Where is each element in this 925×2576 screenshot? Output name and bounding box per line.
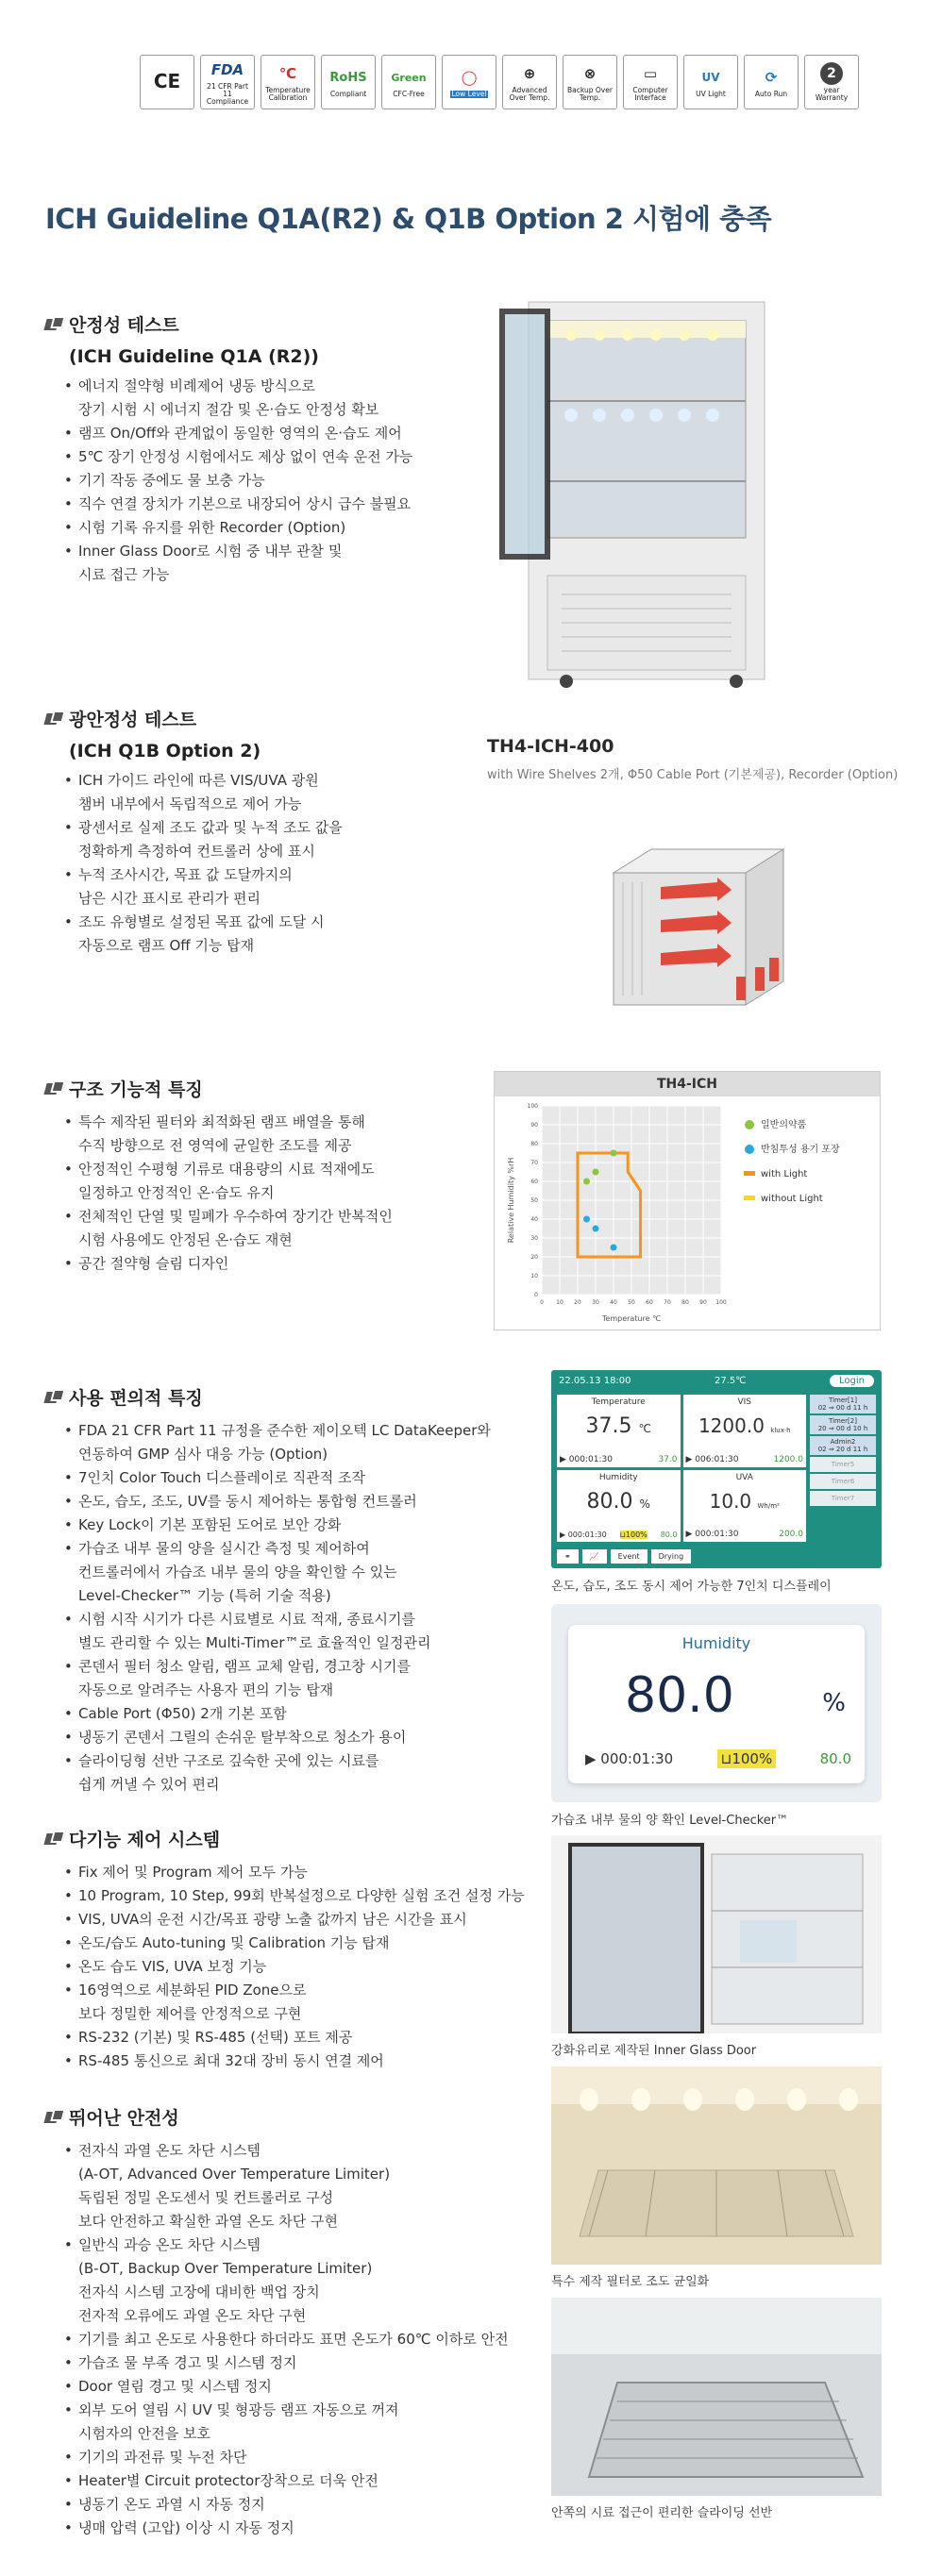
panel-vis[interactable]: VIS 1200.0 klux·h ▶ 006:01:30 1200.0 xyxy=(683,1395,807,1467)
list-item: • 온도 습도 VIS, UVA 보정 기능 xyxy=(64,1955,525,1979)
list-item: • 광센서로 실제 조도 값과 및 누적 조도 값을 xyxy=(64,816,343,840)
section-marker-icon xyxy=(45,1831,61,1847)
list-item: • 기기 작동 중에도 물 보충 가능 xyxy=(64,469,412,493)
data-point-semi xyxy=(593,1226,599,1232)
data-point-semi xyxy=(583,1216,590,1223)
list-item: • RS-232 (기본) 및 RS-485 (선택) 포트 제공 xyxy=(64,2026,525,2049)
caption-filter: 특수 제작 필터로 조도 균일화 xyxy=(551,2275,710,2289)
data-point-general xyxy=(611,1150,617,1157)
list-item: • 누적 조사시간, 목표 값 도달까지의 xyxy=(64,863,343,887)
lamp-filter-photo xyxy=(551,2066,882,2265)
list-item: • 외부 도어 열림 시 UV 및 형광등 램프 자동으로 꺼져 xyxy=(64,2399,509,2422)
list-item: (A-OT, Advanced Over Temperature Limiter) xyxy=(78,2166,391,2183)
graph-icon[interactable]: 📈 xyxy=(582,1549,607,1564)
list-item: • 시험 기록 유지를 위한 Recorder (Option) xyxy=(64,516,412,540)
list-item: • Door 열림 경고 및 시스템 정지 xyxy=(64,2375,509,2399)
legend-marker-with-light xyxy=(744,1171,755,1176)
y-tick-label: 80 xyxy=(530,1141,538,1147)
drying-button[interactable]: Drying xyxy=(651,1549,692,1564)
list-item: • 시험 시작 시기가 다른 시료별로 시료 적재, 종료시기를 xyxy=(64,1608,491,1631)
x-tick-label: 40 xyxy=(610,1299,617,1306)
list-item: 독립된 정밀 온도센서 및 컨트롤러로 구성 xyxy=(78,2189,334,2206)
level-checker-display: Humidity 80.0 % ▶ 000:01:30 ⊔100% 80.0 xyxy=(551,1604,882,1802)
x-tick-label: 90 xyxy=(699,1299,707,1306)
low-level-icon: ◯ Low Level xyxy=(442,55,496,109)
list-item: • 가습조 물 부족 경고 및 시스템 정지 xyxy=(64,2351,509,2375)
display-date: 22.05.13 18:00 xyxy=(559,1375,631,1386)
display-temp: 27.5℃ xyxy=(715,1375,747,1386)
y-axis-label: Relative Humidity %rH xyxy=(507,1157,515,1244)
panel-temperature[interactable]: Temperature 37.5 ℃ ▶ 000:01:30 37.0 xyxy=(557,1395,681,1467)
chart-title: TH4-ICH xyxy=(495,1072,880,1096)
section-control: 다기능 제어 시스템 • Fix 제어 및 Program 제어 모두 가능 • 10 Program, 10 Step, 99회 반복설정으로 다양한 실험 조건 설정 가능 • VIS, UVA의 운전 시간/목표 광량 노출 값까지 남은 시간을 표시 • 온도/습도 Auto-tuning 및 Calibration 기능 탑재 • 온도 습도 VIS, UVA 보정 기능 • 16영역으로 세분화된 PID Zone으로 보다 정밀한 제어를 안정적으로 구현 • RS-232 (기본) 및 RS-485 (선택) 포트 제공 • RS-485 통신으로 최대 32대 장비 동시 연결 제어 xyxy=(45,1826,525,2073)
section-marker-icon xyxy=(45,711,61,727)
list-item: • 5℃ 장기 안정성 시험에서도 제상 없이 연속 운전 가능 xyxy=(64,445,412,469)
x-tick-label: 100 xyxy=(715,1299,727,1306)
backup-over-temp-icon: ⊗ Backup Over Temp. xyxy=(563,55,617,109)
list-item: • 일반식 과승 온도 차단 시스템 xyxy=(64,2233,509,2257)
list-item: 자동으로 알려주는 사용자 편의 기능 탑재 xyxy=(78,1681,334,1698)
panel-humidity[interactable]: Humidity 80.0 % ▶ 000:01:30 ⊔100% 80.0 xyxy=(557,1470,681,1543)
list-item: • Inner Glass Door로 시험 중 내부 관찰 및 xyxy=(64,540,412,563)
section-convenience: 사용 편의적 특징 • FDA 21 CFR Part 11 규정을 준수한 제이오텍 LC DataKeeper와 연동하여 GMP 심사 대응 가능 (Option) • 7인치 Color Touch 디스플레이로 직관적 조작 • 온도, 습도, 조도, UV를 동시 제어하는 통합형 컨트롤러 • Key Lock이 기본 포함된 도어로 보안 강화 • 가습조 내부 물의 양을 실시간 측정 및 제어하여 컨트롤러에서 가습조 내부 물의 양을 확인할 수 있는 Level-Checker™ 기능 (특허 기술 적용) • 시험 시작 시기가 다른 시료별로 시료 적재, 종료시기를 별도 관리할 수 있는 Multi-Timer™로 효율적인 일정관리 • 콘덴서 필터 청소 알림, 램프 교체 알림, 경고창 시기를 자동으로 알려주는 사용자 편의 기능 탑재 • Cable Port (Φ50) 2개 기본 포함 • 냉동기 콘덴서 그릴의 손쉬운 탈부착으로 청소가 용이 • 슬라이딩형 선반 구조로 깊숙한 곳에 있는 시료를 쉽게 꺼낼 수 있어 편리 xyxy=(45,1384,491,1797)
list-item: 챔버 내부에서 독립적으로 제어 가능 xyxy=(78,795,302,812)
x-tick-label: 20 xyxy=(574,1299,581,1306)
controller-display xyxy=(551,1370,882,1568)
y-tick-label: 90 xyxy=(530,1122,538,1129)
list-item: 전자식 시스템 고장에 대비한 백업 장치 xyxy=(78,2283,320,2300)
x-tick-label: 80 xyxy=(681,1299,689,1306)
fda-icon: FDA 21 CFR Part 11 Compliance xyxy=(200,55,255,109)
page-title: ICH Guideline Q1A(R2) & Q1B Option 2 시험에 충족 xyxy=(45,203,772,235)
data-point-semi xyxy=(611,1245,617,1251)
list-item: 시험자의 안전을 보호 xyxy=(78,2425,210,2442)
timer-5[interactable]: Timer5 xyxy=(810,1457,876,1472)
y-tick-label: 70 xyxy=(530,1160,538,1166)
list-item: Level-Checker™ 기능 (특허 기술 적용) xyxy=(78,1587,331,1604)
list-item: • 10 Program, 10 Step, 99회 반복설정으로 다양한 실험 조건 설정 가능 xyxy=(64,1884,525,1908)
list-item: • 공간 절약형 슬림 디자인 xyxy=(64,1252,393,1276)
timer-2[interactable]: Timer[2] 20 ⇒ 00 d 10 h xyxy=(810,1415,876,1434)
list-item: • Cable Port (Φ50) 2개 기본 포함 xyxy=(64,1702,491,1726)
list-item: • 안정적인 수평형 기류로 대용량의 시료 적재에도 xyxy=(64,1158,393,1181)
list-item: • 램프 On/Off와 관계없이 동일한 영역의 온·습도 제어 xyxy=(64,422,412,445)
uv-light-icon: UV UV Light xyxy=(683,55,738,109)
legend-without-light: without Light xyxy=(761,1194,823,1204)
advanced-over-temp-icon: ⊕ Advanced Over Temp. xyxy=(502,55,557,109)
legend-marker-semi xyxy=(745,1145,754,1154)
list-item: • 온도, 습도, 조도, UV를 동시 제어하는 통합형 컨트롤러 xyxy=(64,1490,491,1514)
list-item: 정확하게 측정하여 컨트롤러 상에 표시 xyxy=(78,843,315,860)
list-item: 쉽게 꺼낼 수 있어 편리 xyxy=(78,1776,220,1793)
list-item: 자동으로 램프 Off 기능 탑재 xyxy=(78,937,255,954)
list-item: 연동하여 GMP 심사 대응 가능 (Option) xyxy=(78,1446,328,1463)
timer-7[interactable]: Timer7 xyxy=(810,1491,876,1506)
sliding-shelf-photo xyxy=(551,2298,882,2496)
timer-1[interactable]: Timer[1] 02 ⇒ 00 d 11 h xyxy=(810,1395,876,1413)
login-button[interactable]: Login xyxy=(830,1375,874,1387)
legend-semi: 반침투성 용기 포장 xyxy=(761,1145,840,1155)
x-tick-label: 60 xyxy=(646,1299,653,1306)
section-marker-icon xyxy=(45,1080,61,1096)
list-item: • 에너지 절약형 비례제어 냉동 방식으로 xyxy=(64,375,412,398)
legend-marker-without-light xyxy=(744,1196,755,1200)
section-structure: 구조 기능적 특징 • 특수 제작된 필터와 최적화된 램프 배열을 통해 수직 방향으로 전 영역에 균일한 조도를 제공 • 안정적인 수평형 기류로 대용량의 시료 적재에도 일정하고 안정적인 온·습도 유지 • 전체적인 단열 및 밀폐가 우수하여 장기간 반복적인 시험 사용에도 안정된 온·습도 재현 • 공간 절약형 슬림 디자인 xyxy=(45,1076,393,1276)
list-item: • ICH 가이드 라인에 따른 VIS/UVA 광원 xyxy=(64,769,343,793)
airflow-diagram xyxy=(604,845,793,1014)
chamber-photo xyxy=(491,293,793,689)
x-tick-label: 10 xyxy=(556,1299,563,1306)
legend-general: 일반의약품 xyxy=(761,1120,807,1130)
warranty-icon: 2 year Warranty xyxy=(804,55,859,109)
list-item: 보다 안전하고 확실한 과열 온도 차단 구현 xyxy=(78,2213,338,2230)
list-item: 장기 시험 시 에너지 절감 및 온·습도 안정성 확보 xyxy=(78,401,379,418)
list-item: 남은 시간 표시로 관리가 편리 xyxy=(78,890,261,907)
list-item: 보다 정밀한 제어를 안정적으로 구현 xyxy=(78,2005,302,2022)
section-safety: 뛰어난 안전성 • 전자식 과열 온도 차단 시스템 (A-OT, Advanced Over Temperature Limiter) 독립된 정밀 온도센서 및 컨트롤러로 구성 보다 안전하고 확실한 과열 온도 차단 구현 • 일반식 과승 온도 차단 시스템 (B-OT, Backup Over Temperature Limiter) 전자식 시스템 고장에 대비한 백업 장치 전자적 오류에도 과열 온도 차단 구현 • 기기를 최고 온도로 사용한다 하더라도 표면 온도가 60℃ 이하로 안전 • 가습조 물 부족 경고 및 시스템 정지 • Door 열림 경고 및 시스템 정지 • 외부 도어 열림 시 UV 및 형광등 램프 자동으로 꺼져 시험자의 안전을 보호 • 기기의 과전류 및 누전 차단 • Heater별 Circuit protector장착으로 더욱 안전 • 냉동기 온도 과열 시 자동 정지 • 냉매 압력 (고압) 이상 시 자동 정지 xyxy=(45,2104,509,2540)
x-tick-label: 30 xyxy=(592,1299,599,1306)
section-marker-icon xyxy=(45,1389,61,1405)
link-icon[interactable]: ⚭ xyxy=(557,1549,579,1564)
model-name: TH4-ICH-400 xyxy=(487,736,614,757)
list-item: • 전자식 과열 온도 차단 시스템 xyxy=(64,2139,509,2163)
section-marker-icon xyxy=(45,2109,61,2125)
y-tick-label: 60 xyxy=(530,1179,538,1185)
data-point-general xyxy=(583,1179,590,1185)
y-tick-label: 30 xyxy=(530,1235,538,1242)
list-item: (B-OT, Backup Over Temperature Limiter) xyxy=(78,2260,373,2277)
x-tick-label: 70 xyxy=(664,1299,671,1306)
section-photostability: 광안정성 테스트 (ICH Q1B Option 2) • ICH 가이드 라인에 따른 VIS/UVA 광원 챔버 내부에서 독립적으로 제어 가능 • 광센서로 실제 조도 값과 및 누적 조도 값을 정확하게 측정하여 컨트롤러 상에 표시 • 누적 조사시간, 목표 값 도달까지의 남은 시간 표시로 관리가 편리 • 조도 유형별로 설정된 목표 값에 도달 시 자동으로 램프 Off 기능 탑재 xyxy=(45,706,343,958)
list-item: • 16영역으로 세분화된 PID Zone으로 xyxy=(64,1979,525,2002)
glass-door-photo xyxy=(551,1835,882,2033)
green-icon: Green CFC-Free xyxy=(381,55,436,109)
x-tick-label: 50 xyxy=(628,1299,635,1306)
list-item: • Heater별 Circuit protector장착으로 더욱 안전 xyxy=(64,2469,509,2493)
legend-marker-general xyxy=(745,1120,754,1129)
ich-chart xyxy=(494,1071,881,1330)
list-item: • FDA 21 CFR Part 11 규정을 준수한 제이오텍 LC DataKeeper와 xyxy=(64,1419,491,1443)
list-item: • 냉동기 콘덴서 그릴의 손쉬운 탈부착으로 청소가 용이 xyxy=(64,1726,491,1749)
x-axis-label: Temperature ℃ xyxy=(601,1314,662,1323)
y-tick-label: 20 xyxy=(530,1254,538,1261)
list-item: • 온도/습도 Auto-tuning 및 Calibration 기능 탑재 xyxy=(64,1932,525,1955)
list-item: • RS-485 통신으로 최대 32대 장비 동시 연결 제어 xyxy=(64,2049,525,2073)
water-level-badge: ⊔100% xyxy=(717,1749,777,1768)
caption-glass-door: 강화유리로 제작된 Inner Glass Door xyxy=(551,2044,757,2058)
y-tick-label: 0 xyxy=(534,1292,538,1298)
list-item: 전자적 오류에도 과열 온도 차단 구현 xyxy=(78,2307,307,2324)
list-item: 시료 접근 가능 xyxy=(78,566,170,583)
legend-with-light: with Light xyxy=(761,1169,808,1179)
data-point-general xyxy=(593,1169,599,1176)
list-item: • 특수 제작된 필터와 최적화된 램프 배열을 통해 xyxy=(64,1111,393,1134)
temperature-calibration-icon: ℃ Temperature Calibration xyxy=(261,55,315,109)
event-button[interactable]: Event xyxy=(611,1549,648,1564)
certification-badges xyxy=(140,55,859,109)
list-item: • 냉매 압력 (고압) 이상 시 자동 정지 xyxy=(64,2517,509,2540)
list-item: • 조도 유형별로 설정된 목표 값에 도달 시 xyxy=(64,911,343,934)
timer-admin[interactable]: Admin2 02 ⇒ 20 d 11 h xyxy=(810,1436,876,1455)
ce-icon: CE xyxy=(140,55,194,109)
section-marker-icon xyxy=(45,316,61,332)
list-item: • 7인치 Color Touch 디스플레이로 직관적 조작 xyxy=(64,1466,491,1490)
caption-sliding-shelf: 안쪽의 시료 접근이 편리한 슬라이딩 선반 xyxy=(551,2506,773,2520)
list-item: • 냉동기 온도 과열 시 자동 정지 xyxy=(64,2493,509,2517)
caption-display: 온도, 습도, 조도 동시 제어 가능한 7인치 디스플레이 xyxy=(551,1580,832,1594)
rohs-icon: RoHS Compliant xyxy=(321,55,376,109)
list-item: • 가습조 내부 물의 양을 실시간 측정 및 제어하여 xyxy=(64,1537,491,1561)
caption-level-checker: 가습조 내부 물의 양 확인 Level-Checker™ xyxy=(551,1814,789,1828)
section-stability: 안정성 테스트 (ICH Guideline Q1A (R2)) • 에너지 절약형 비례제어 냉동 방식으로 장기 시험 시 에너지 절감 및 온·습도 안정성 확보 • 램프 On/Off와 관계없이 동일한 영역의 온·습도 제어 • 5℃ 장기 안정성 시험에서도 제상 없이 연속 운전 가능 • 기기 작동 중에도 물 보충 가능 • 직수 연결 장치가 기본으로 내장되어 상시 급수 불필요 • 시험 기록 유지를 위한 Recorder (Option) • Inner Glass Door로 시험 중 내부 관찰 및 시료 접근 가능 xyxy=(45,311,412,587)
list-item: • 기기를 최고 온도로 사용한다 하더라도 표면 온도가 60℃ 이하로 안전 xyxy=(64,2328,509,2351)
list-item: 일정하고 안정적인 온·습도 유지 xyxy=(78,1184,275,1201)
list-item: • 콘덴서 필터 청소 알림, 램프 교체 알림, 경고창 시기를 xyxy=(64,1655,491,1679)
list-item: • Key Lock이 기본 포함된 도어로 보안 강화 xyxy=(64,1514,491,1537)
panel-uva[interactable]: UVA 10.0 Wh/m² ▶ 000:01:30 200.0 xyxy=(683,1470,807,1543)
timer-6[interactable]: Timer6 xyxy=(810,1474,876,1489)
computer-interface-icon: ▭ Computer Interface xyxy=(623,55,678,109)
list-item: • 슬라이딩형 선반 구조로 깊숙한 곳에 있는 시료를 xyxy=(64,1749,491,1773)
y-tick-label: 50 xyxy=(530,1197,538,1204)
auto-run-icon: ⟳ Auto Run xyxy=(744,55,799,109)
list-item: 시험 사용에도 안정된 온·습도 재현 xyxy=(78,1231,293,1248)
list-item: 수직 방향으로 전 영역에 균일한 조도를 제공 xyxy=(78,1137,352,1154)
model-description: with Wire Shelves 2개, Φ50 Cable Port (기본제공), Recorder (Option) xyxy=(487,768,899,782)
list-item: • Fix 제어 및 Program 제어 모두 가능 xyxy=(64,1861,525,1884)
y-tick-label: 100 xyxy=(527,1103,538,1110)
list-item: • 직수 연결 장치가 기본으로 내장되어 상시 급수 불필요 xyxy=(64,493,412,516)
y-tick-label: 10 xyxy=(530,1273,538,1280)
list-item: 컨트롤러에서 가습조 내부 물의 양을 확인할 수 있는 xyxy=(78,1564,397,1581)
list-item: 별도 관리할 수 있는 Multi-Timer™로 효율적인 일정관리 xyxy=(78,1634,431,1651)
x-tick-label: 0 xyxy=(540,1299,544,1306)
y-tick-label: 40 xyxy=(530,1216,538,1223)
list-item: • 전체적인 단열 및 밀폐가 우수하여 장기간 반복적인 xyxy=(64,1205,393,1229)
list-item: • 기기의 과전류 및 누전 차단 xyxy=(64,2446,509,2469)
list-item: • VIS, UVA의 운전 시간/목표 광량 노출 값까지 남은 시간을 표시 xyxy=(64,1908,525,1932)
chart-plot xyxy=(495,1096,880,1330)
